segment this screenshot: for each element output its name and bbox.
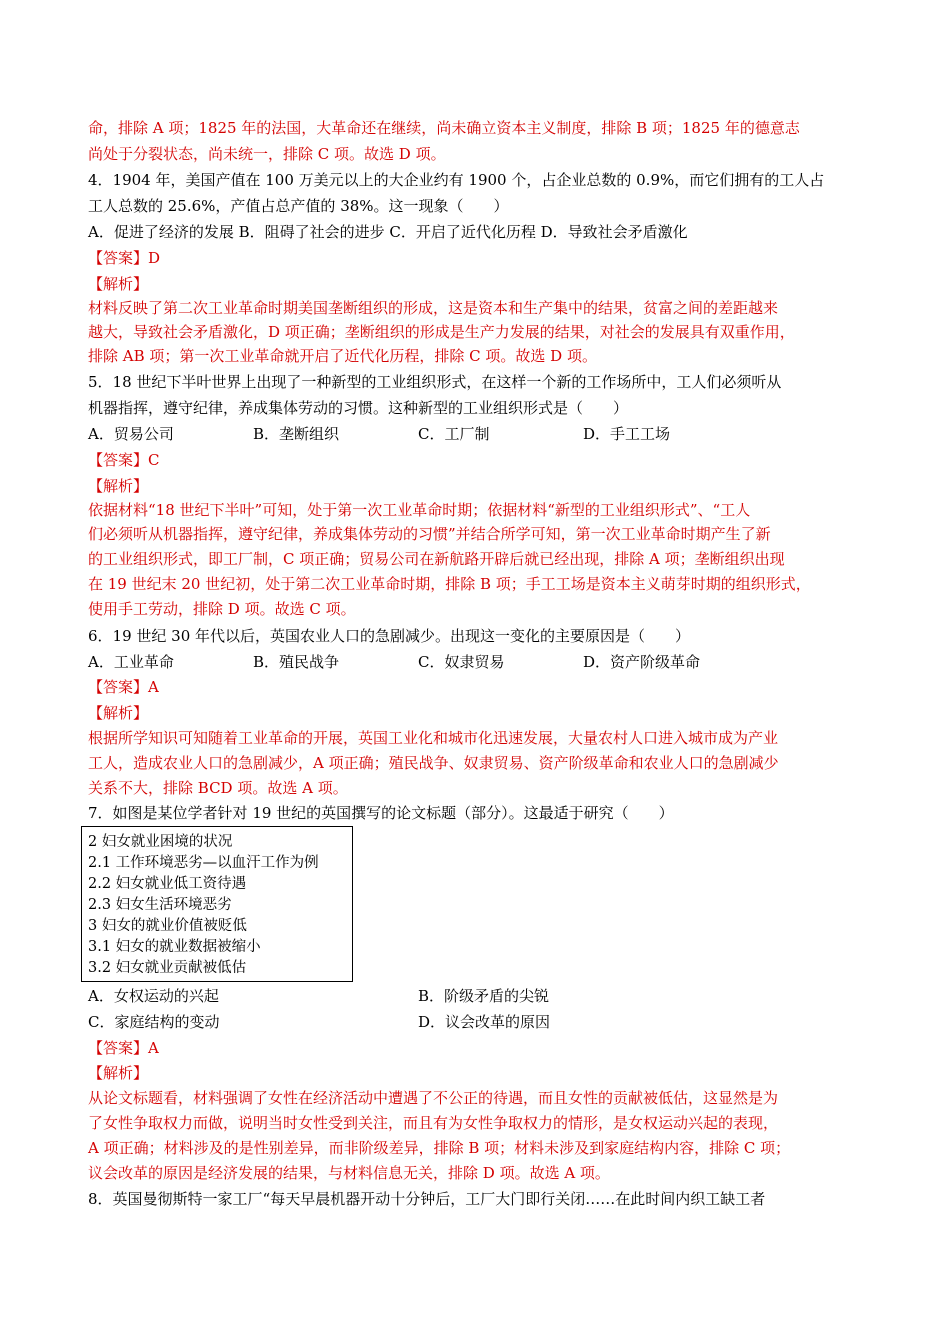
q7-analysis-line-3: A 项正确；材料涉及的是性别差异，而非阶级差异，排除 B 项；材料未涉及到家庭结构内容，排除 C 项； xyxy=(88,1139,791,1157)
q5-analysis-line-2: 们必须听从机器指挥，遵守纪律，养成集体劳动的习惯”并结合所学可知，第一次工业革命时期产生了新 xyxy=(88,525,771,543)
outline-line: 2.2 妇女就业低工资待遇 xyxy=(88,876,247,892)
q7-option-d: D．议会改革的原因 xyxy=(418,1013,551,1031)
q4-analysis-line-2: 越大，导致社会矛盾激化，D 项正确；垄断组织的形成是生产力发展的结果，对社会的发展具有双重作用， xyxy=(88,323,795,341)
q4-stem-line-1: 4．1904 年，美国产值在 100 万美元以上的大企业约有 1900 个，占企业总数的 0.9%，而它们拥有的工人占 xyxy=(88,171,825,189)
q5-analysis-label: 【解析】 xyxy=(88,477,149,495)
q6-analysis-line-1: 根据所学知识可知随着工业革命的开展，英国工业化和城市化迅速发展，大量农村人口进入城市成为产业 xyxy=(88,729,779,747)
q7-analysis-line-2: 了女性争取权力而做，说明当时女性受到关注，而且有为女性争取权力的情形，是女权运动兴起的表现， xyxy=(88,1114,779,1132)
q5-analysis-line-3: 的工业组织形式，即工厂制，C 项正确；贸易公司在新航路开辟后就已经出现，排除 A 项；垄断组织出现 xyxy=(88,550,785,568)
q5-option-b: B．垄断组织 xyxy=(253,425,340,443)
q6-analysis-label: 【解析】 xyxy=(88,704,149,722)
outline-line: 3 妇女的就业价值被贬低 xyxy=(88,918,247,934)
q7-analysis-line-4: 议会改革的原因是经济发展的结果，与材料信息无关，排除 D 项。故选 A 项。 xyxy=(88,1164,610,1182)
q4-answer: 【答案】D xyxy=(88,249,161,267)
q5-stem-line-1: 5．18 世纪下半叶世界上出现了一种新型的工业组织形式，在这样一个新的工作场所中，工人们必须听从 xyxy=(88,373,782,391)
q4-analysis-line-1: 材料反映了第二次工业革命时期美国垄断组织的形成，这是资本和生产集中的结果，贫富之间的差距越来 xyxy=(88,299,779,317)
q7-answer: 【答案】A xyxy=(88,1039,159,1057)
q4-options: A．促进了经济的发展 B．阻碍了社会的进步 C．开启了近代化历程 D．导致社会矛盾激化 xyxy=(88,223,688,241)
intro-line-2: 尚处于分裂状态，尚未统一，排除 C 项。故选 D 项。 xyxy=(88,145,446,163)
q7-option-a: A．女权运动的兴起 xyxy=(88,987,219,1005)
q5-analysis-line-1: 依据材料“18 世纪下半叶”可知，处于第一次工业革命时期；依据材料“新型的工业组织形式”、“工人 xyxy=(88,501,751,519)
q6-analysis-line-3: 关系不大，排除 BCD 项。故选 A 项。 xyxy=(88,779,348,797)
q5-analysis-line-4: 在 19 世纪末 20 世纪初，处于第二次工业革命时期，排除 B 项；手工工场是资本主义萌芽时期的组织形式， xyxy=(88,575,811,593)
q4-analysis-label: 【解析】 xyxy=(88,275,149,293)
q8-stem: 8．英国曼彻斯特一家工厂“每天早晨机器开动十分钟后，工厂大门即行关闭……在此时间内织工缺工者 xyxy=(88,1190,766,1208)
q4-analysis-line-3: 排除 AB 项；第一次工业革命就开启了近代化历程，排除 C 项。故选 D 项。 xyxy=(88,347,597,365)
outline-line: 3.1 妇女的就业数据被缩小 xyxy=(88,939,261,955)
q5-analysis-line-5: 使用手工劳动，排除 D 项。故选 C 项。 xyxy=(88,600,356,618)
q7-paper-outline-box xyxy=(81,826,353,982)
outline-line: 2.1 工作环境恶劣—以血汗工作为例 xyxy=(88,855,319,871)
intro-line-1: 命，排除 A 项；1825 年的法国，大革命还在继续，尚未确立资本主义制度，排除 B 项；1825 年的德意志 xyxy=(88,119,800,137)
q4-stem-line-2: 工人总数的 25.6%，产值占总产值的 38%。这一现象（ ） xyxy=(88,197,509,215)
q7-option-c: C．家庭结构的变动 xyxy=(88,1013,220,1031)
q7-analysis-label: 【解析】 xyxy=(88,1064,149,1082)
q7-analysis-line-1: 从论文标题看，材料强调了女性在经济活动中遭遇了不公正的待遇，而且女性的贡献被低估，这显然是为 xyxy=(88,1089,779,1107)
outline-line: 2 妇女就业困境的状况 xyxy=(88,834,233,850)
q5-option-a: A．贸易公司 xyxy=(88,425,174,443)
q6-option-b: B．殖民战争 xyxy=(253,653,340,671)
outline-line: 3.2 妇女就业贡献被低估 xyxy=(88,960,247,976)
q6-option-d: D．资产阶级革命 xyxy=(583,653,701,671)
q5-option-d: D．手工工场 xyxy=(583,425,671,443)
q6-analysis-line-2: 工人，造成农业人口的急剧减少，A 项正确；殖民战争、奴隶贸易、资产阶级革命和农业人口的急剧减少 xyxy=(88,754,779,772)
q6-answer: 【答案】A xyxy=(88,678,159,696)
q7-stem: 7．如图是某位学者针对 19 世纪的英国撰写的论文标题（部分）。这最适于研究（ ） xyxy=(88,804,674,822)
q7-option-b: B．阶级矛盾的尖锐 xyxy=(418,987,550,1005)
q5-option-c: C．工厂制 xyxy=(418,425,490,443)
q6-option-c: C．奴隶贸易 xyxy=(418,653,505,671)
q5-stem-line-2: 机器指挥，遵守纪律，养成集体劳动的习惯。这种新型的工业组织形式是（ ） xyxy=(88,399,629,417)
outline-line: 2.3 妇女生活环境恶劣 xyxy=(88,897,232,913)
q6-stem: 6．19 世纪 30 年代以后，英国农业人口的急剧减少。出现这一变化的主要原因是（ ） xyxy=(88,627,691,645)
q6-option-a: A．工业革命 xyxy=(88,653,174,671)
q5-answer: 【答案】C xyxy=(88,451,160,469)
